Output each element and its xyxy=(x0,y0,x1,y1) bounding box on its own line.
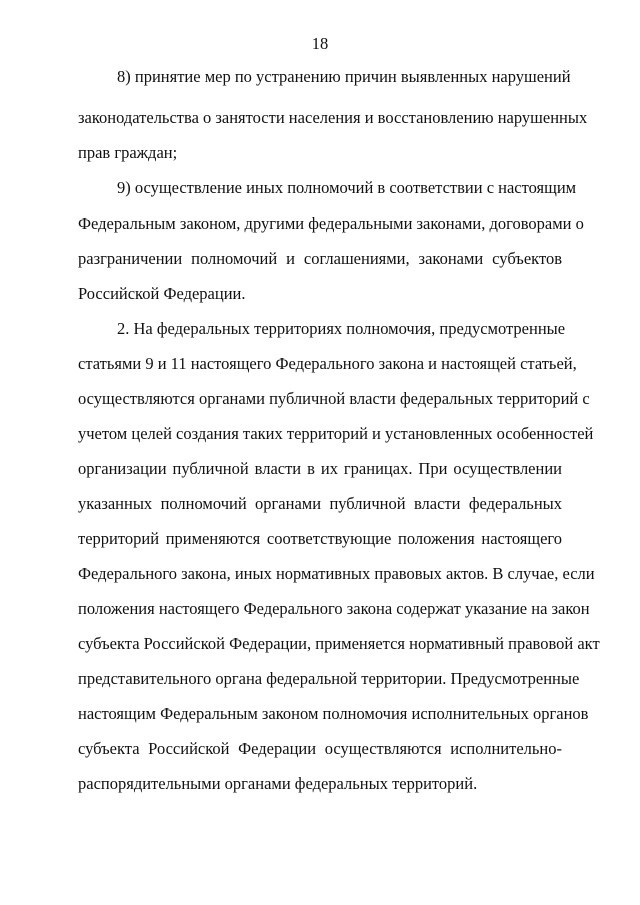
text-line: прав граждан; xyxy=(78,143,178,162)
text-line: Российской Федерации. xyxy=(78,284,246,303)
text-line: представительного органа федеральной территории. Предусмотренные xyxy=(78,669,580,688)
text-line: учетом целей создания таких территорий и установленных особенностей xyxy=(78,424,594,443)
text-line: территорий применяются соответствующие положения настоящего xyxy=(78,529,562,548)
text-line: организации публичной власти в их границах. При осуществлении xyxy=(78,459,562,478)
text-line: 9) осуществление иных полномочий в соответствии с настоящим xyxy=(117,178,577,197)
text-line: субъекта Российской Федерации осуществляются исполнительно- xyxy=(78,739,562,758)
text-line: 8) принятие мер по устранению причин выявленных нарушений xyxy=(117,67,571,86)
text-line: разграничении полномочий и соглашениями, законами субъектов xyxy=(78,249,562,268)
text-line: настоящим Федеральным законом полномочия исполнительных органов xyxy=(78,704,589,723)
text-line: осуществляются органами публичной власти федеральных территорий с xyxy=(78,389,590,408)
page-number: 18 xyxy=(311,34,329,53)
text-line: 2. На федеральных территориях полномочия, предусмотренные xyxy=(117,319,566,338)
text-line: распорядительными органами федеральных территорий. xyxy=(78,774,478,793)
text-line: субъекта Российской Федерации, применяется нормативный правовой акт xyxy=(78,634,600,653)
text-line: Федеральным законом, другими федеральными законами, договорами о xyxy=(78,214,584,233)
text-line: указанных полномочий органами публичной власти федеральных xyxy=(78,494,562,513)
text-line: статьями 9 и 11 настоящего Федерального закона и настоящей статьей, xyxy=(78,354,577,373)
text-line: Федерального закона, иных нормативных правовых актов. В случае, если xyxy=(78,564,595,583)
text-line: положения настоящего Федерального закона содержат указание на закон xyxy=(78,599,590,618)
text-line: законодательства о занятости населения и восстановлению нарушенных xyxy=(78,108,588,127)
